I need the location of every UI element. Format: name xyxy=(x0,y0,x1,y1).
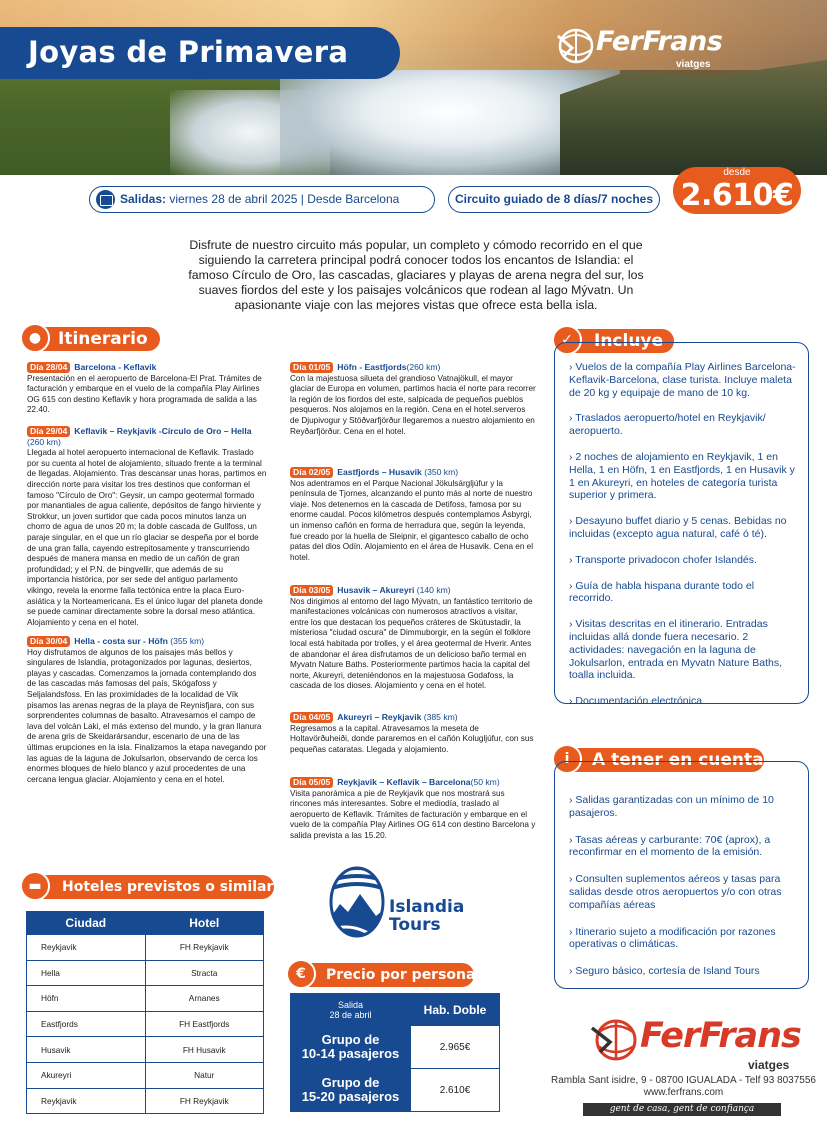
brand-sub: viatges xyxy=(676,59,711,70)
day-title: Akureyri – Reykjavik xyxy=(337,712,422,722)
hoteles-header xyxy=(24,875,292,899)
location-pin-icon: ● xyxy=(20,323,50,353)
list-item: › Seguro básico, cortesía de Island Tours xyxy=(569,965,760,978)
mountain-logo-icon xyxy=(326,862,388,938)
day-text: Llegada al hotel aeropuerto internacional de Keflavik. Traslado por su cuenta al hotel de alojamiento, situado frente a la terminal de llegadas. Alojamiento. Tras descansar unas horas, partimos en dirección norte para visitar los tres destinos que conforman el famoso "Círculo de Oro": Geysir, un campo geotermal formado por manantiales de agua caliente, depósitos de fango hirviente y Strokkur, un joven surtidor que cada pocos minutos lanza un chorro de agua de unos 20 m; la doble cascada de Gullfoss, un paraje singular, en el que un río glaciar se despeña por el borde de una gran falla, cayendo estrepitosamente y transcurriendo después de manera mansa en medio de un cañón de gran profundidad; y el P.N. de Þingvellir, que además de su importancia histórica, por ser sede del antiguo parlamento vikingo, revela la enorme falla tectónica entre la placa Euro-asiática y la Norteamericana. Es el único lugar del planeta donde se puede caminar directamente sobre la dorsal meso atlántica. Alojamiento y cena en el hotel. xyxy=(27,448,267,627)
price-group xyxy=(291,1026,411,1069)
day-heading xyxy=(290,467,536,478)
price-value: 2.610€ xyxy=(680,178,794,213)
itinerario-header xyxy=(24,327,160,351)
cell-hotel: FH Reykjavik xyxy=(145,1088,264,1114)
itinerary-day-4 xyxy=(290,362,536,437)
itinerary-day-8 xyxy=(290,777,536,842)
table-header-row xyxy=(27,912,264,935)
table-row xyxy=(291,1069,500,1112)
globe-logo-icon xyxy=(556,26,596,66)
table-row xyxy=(27,1037,264,1063)
price-group-line1: Grupo de xyxy=(321,1075,380,1090)
circuito-pill: Circuito guiado de 8 días/7 noches xyxy=(448,186,660,213)
list-item: › 2 noches de alojamiento en Reykjavik, 1 en Hella, 1 en Höfn, 1 en Eastfjords, 1 en Husavik y 1 en Akureyri, en hoteles de categoría turista superior y primera. xyxy=(569,450,795,502)
tener-box xyxy=(554,761,809,989)
list-item: › Transporte privadocon chofer Islandés. xyxy=(569,553,757,566)
table-row xyxy=(27,986,264,1012)
table-row xyxy=(27,1062,264,1088)
day-text: Visita panorámica a pie de Reykjavik que nos mostrará sus rincones más interesantes. Sobre el mediodía, traslado al aeropuerto de Keflavik. Trámites de facturación y embarque en el vuelo de la compañía Play Airlines OG 614 con destino Barcelona y salida prevista a las 15.20. xyxy=(290,788,536,840)
day-tag: Día 04/05 xyxy=(290,712,333,723)
cell-hotel: FH Reykjavik xyxy=(145,935,264,961)
title-band xyxy=(0,27,400,79)
cell-hotel: Arnanes xyxy=(145,986,264,1012)
day-text: Nos dirigimos al entorno del lago Mývatn, un fantástico territorio de manifestaciones volcánicas con numerosos atractivos a visitar, entre los que destacan los pequeños cráteres de Skútustadir, la misteriosa "ciudad oscura" de Dimmuborgir, en la según el folklore local está habitada por trolles, y el área geotermal de Hverir. Antes de abandonar el área disfrutamos de un delicioso baño termal en Myvatn Nature Baths. Posteriormente partimos hacia la capital del norte, Akureyri, deteniéndonos en la majestuosa Godafoss, la cascada de los dioses. Alojamiento y cena en el hotel. xyxy=(290,596,533,691)
cell-city: Akureyri xyxy=(27,1062,146,1088)
day-text: Hoy disfrutamos de algunos de los paisajes más bellos y singulares de Islandia, protagonizados por lagunas, desiertos, playas y cascadas. Comenzamos la jornada contemplando dos de las cascadas más famosas del país, Skógafoss y Seljalandsfoss. En las proximidades de la localidad de Vík pisamos las arenas negras de la playa de Reynisfjara, con sus sorprendentes columnas de basalto. Atravesamos el campo de lava del volcán Laki, el más extenso del mundo, y la gran llanura de arena gris de Skeidarársandur, escenario de una de las últimas erupciones en la isla. Finalizamos la etapa navegando por las aguas de la laguna de Jokulsarlon, observando de cerca los enormes bloques de hielo blanco y azul procedentes de una cercana lengua glaciar. Alojamiento y cena en el hotel. xyxy=(27,647,267,784)
price-col-salida xyxy=(291,994,411,1026)
table-row xyxy=(27,1088,264,1114)
price-table xyxy=(290,993,500,1112)
price-desde: desde xyxy=(723,167,751,178)
day-tag: Día 30/04 xyxy=(27,636,70,647)
day-heading xyxy=(27,636,267,647)
price-salida-label: Salida xyxy=(337,999,364,1010)
day-tag: Día 01/05 xyxy=(290,362,333,373)
table-row xyxy=(27,1011,264,1037)
price-col-doble: Hab. Doble xyxy=(411,994,500,1026)
table-row xyxy=(27,935,264,961)
day-heading xyxy=(27,362,267,373)
itinerary-day-6 xyxy=(290,585,536,692)
address-line: Rambla Sant isidre, 9 - 08700 IGUALADA - Telf 93 8037556 xyxy=(551,1075,816,1086)
footer-slogan: gent de casa, gent de confiança xyxy=(583,1103,781,1116)
day-title: Barcelona - Keflavik xyxy=(74,362,157,372)
brand-logo xyxy=(556,24,746,76)
precio-title: Precio por persona xyxy=(326,967,476,983)
itinerary-day-2 xyxy=(27,426,267,628)
incluye-box xyxy=(554,342,809,708)
list-item: › Vuelos de la compañía Play Airlines Barcelona-Keflavik-Barcelona, clase turista. Incluye maleta de 20 kg y equipaje de mano de 10 kg. xyxy=(569,361,796,399)
price-group-line2: 15-20 pasajeros xyxy=(301,1089,400,1104)
islandia-name xyxy=(389,898,464,934)
footer-brand-name: FerFrans xyxy=(640,1016,801,1056)
day-text: Regresamos a la capital. Atravesamos la meseta de Holtavörðuheiði, donde pararemos en el cañón Kolugljúfur, con sus pequeñas cataratas. Llegada y alojamiento. xyxy=(290,723,534,754)
price-cell: 2.965€ xyxy=(411,1026,500,1069)
islandia-line2: Tours xyxy=(389,915,441,935)
column-header: Ciudad xyxy=(27,912,146,935)
price-group-line1: Grupo de xyxy=(321,1032,380,1047)
cell-hotel: Natur xyxy=(145,1062,264,1088)
price-header-row xyxy=(291,994,500,1026)
footer-brand-logo xyxy=(590,1016,801,1076)
brand-name: FerFrans xyxy=(596,26,723,57)
day-text: Nos adentramos en el Parque Nacional Jökulsárgljúfur y la península de Tjornes, alcanzando el punto más al norte de nuestro viaje. Nos detenemos en la cascada de Detifoss, famosa por su enorme caudal. Pocos kilómetros después contemplamos Ásbyrgi, un inmenso cañón en forma de herradura que, según la leyenda, fue creado por la huella de Sleipnir, el gigantesco caballo de ocho patas del dios Odín. Alojamiento en el área de Husavik. Cena en el hotel. xyxy=(290,478,534,562)
itinerario-title: Itinerario xyxy=(58,329,148,349)
cell-city: Eastfjords xyxy=(27,1011,146,1037)
day-heading xyxy=(290,362,536,373)
hotels-table xyxy=(26,911,264,1114)
cell-city: Höfn xyxy=(27,986,146,1012)
day-title: Höfn - Eastfjords xyxy=(337,362,407,372)
bed-icon: ▬ xyxy=(20,871,50,901)
incluye-list xyxy=(569,361,799,721)
footer-address xyxy=(541,1075,826,1099)
tener-title: A tener en cuenta xyxy=(592,750,764,770)
day-heading xyxy=(290,712,536,723)
euro-icon: € xyxy=(286,959,316,989)
day-tag: Día 03/05 xyxy=(290,585,333,596)
salidas-label: Salidas: xyxy=(120,192,167,206)
column-header: Hotel xyxy=(145,912,264,935)
day-title: Eastfjords – Husavik xyxy=(337,467,422,477)
tener-list xyxy=(569,794,799,992)
page-title: Joyas de Primavera xyxy=(28,35,349,69)
day-title: Keflavik – Reykjavik -Círculo de Oro – Hella xyxy=(74,426,252,436)
price-cell: 2.610€ xyxy=(411,1069,500,1112)
day-title: Hella - costa sur - Höfn xyxy=(74,636,168,646)
itinerary-day-1 xyxy=(27,362,267,416)
price-salida-date: 28 de abril xyxy=(329,1009,372,1020)
day-heading xyxy=(290,777,536,788)
day-km: (350 km) xyxy=(424,467,459,477)
cell-city: Hella xyxy=(27,960,146,986)
day-tag: Día 29/04 xyxy=(27,426,70,437)
day-title: Reykjavik – Keflavik – Barcelona xyxy=(337,777,471,787)
day-text: Con la majestuosa silueta del grandioso Vatnajökull, el mayor glaciar de Europa en volumen, partimos hacia el norte para recorrer la región de los fiordos del este, salpicada de pequeños pueblos pesqueros. Nos alojamos en la región. Cena en el hotel.serveros de Djupivogur y Stöðvarfjörður llegaremos a nuestro alojamiento en Reyðarfjörður. Cena en el hotel. xyxy=(290,373,536,436)
globe-logo-icon xyxy=(590,1016,640,1066)
intro-text: Disfrute de nuestro circuito más popular, un completo y cómodo recorrido en el que siguiendo la carretera principal podrá conocer todos los encantos de Islandia: el famoso Círculo de Oro, las cascadas, glaciares y playas de arena negra del sur, los suaves fiordos del este y los paisajes volcánicos que rodean al lago Mývatn. Un apasionante viaje con las mejores vistas que ofrece esta bella isla. xyxy=(188,238,644,312)
list-item: › Desayuno buffet diario y 5 cenas. Bebidas no incluidas (excepto agua natural, café ó té). xyxy=(569,515,787,540)
salidas-pill xyxy=(89,186,435,213)
calendar-icon xyxy=(96,190,115,209)
day-heading xyxy=(27,426,267,447)
day-km: (50 km) xyxy=(470,777,500,787)
info-icon: i xyxy=(552,744,582,774)
day-text: Presentación en el aeropuerto de Barcelona-El Prat. Trámites de facturación y embarque en el vuelo de la compañía Play Airlines OG 615 con destino Keflavik y hora programada de salida a las 22.40. xyxy=(27,373,262,415)
day-title: Husavik – Akureyri xyxy=(337,585,415,595)
itinerary-day-3 xyxy=(27,636,267,785)
price-group-line2: 10-14 pasajeros xyxy=(301,1046,400,1061)
itinerary-day-5 xyxy=(290,467,536,563)
cell-hotel: Stracta xyxy=(145,960,264,986)
cell-city: Reykjavik xyxy=(27,935,146,961)
table-row xyxy=(27,960,264,986)
islandia-line1: Islandia xyxy=(389,897,465,917)
precio-header xyxy=(290,963,474,987)
cell-hotel: FH Eastfjords xyxy=(145,1011,264,1037)
footer-brand-sub: viatges xyxy=(748,1058,790,1072)
website-link[interactable]: www.ferfrans.com xyxy=(643,1087,724,1098)
incluye-title: Incluye xyxy=(594,331,664,351)
list-item: › Tasas aéreas y carburante: 70€ (aprox), a reconfirmar en el momento de la emisión. xyxy=(569,833,771,859)
cell-city: Reykjavik xyxy=(27,1088,146,1114)
list-item: › Salidas garantizadas con un mínimo de 10 pasajeros. xyxy=(569,794,774,819)
hoteles-title: Hoteles previstos o similares xyxy=(62,879,292,895)
itinerary-day-7 xyxy=(290,712,536,755)
day-km: (260 km) xyxy=(406,362,441,372)
list-item: › Visitas descritas en el itinerario. Entradas incluidas allá donde fuera necesario. 2 actividades: navegación en la laguna de Jokulsarlon, entrada en Myvatn Nature Baths, toalla incluida. xyxy=(569,618,783,682)
list-item: › Consulten suplementos aéreos y tasas para salidas desde otros aeropuertos y/o con otras compañías aéreas xyxy=(569,873,782,911)
day-heading xyxy=(290,585,536,596)
cell-city: Husavik xyxy=(27,1037,146,1063)
check-icon: ✓ xyxy=(552,325,582,355)
price-group xyxy=(291,1069,411,1112)
list-item: › Traslados aeropuerto/hotel en Reykjavik/ aeropuerto. xyxy=(569,412,766,438)
day-km: (140 km) xyxy=(416,585,451,595)
day-tag: Día 05/05 xyxy=(290,777,333,788)
day-km: (260 km) xyxy=(27,436,61,447)
cell-hotel: FH Husavik xyxy=(145,1037,264,1063)
day-tag: Día 28/04 xyxy=(27,362,70,373)
day-km: (385 km) xyxy=(423,712,458,722)
islandia-tours-logo xyxy=(322,860,472,940)
list-item: › Documentación electrónica xyxy=(569,695,703,708)
price-badge xyxy=(673,167,801,214)
salidas-value: viernes 28 de abril 2025 | Desde Barcelona xyxy=(169,192,400,206)
table-row xyxy=(291,1026,500,1069)
list-item: › Guía de habla hispana durante todo el recorrido. xyxy=(569,579,755,605)
day-tag: Día 02/05 xyxy=(290,467,333,478)
day-km: (355 km) xyxy=(170,636,205,646)
list-item: › Itinerario sujeto a modificación por razones operativas o climáticas. xyxy=(569,925,776,951)
